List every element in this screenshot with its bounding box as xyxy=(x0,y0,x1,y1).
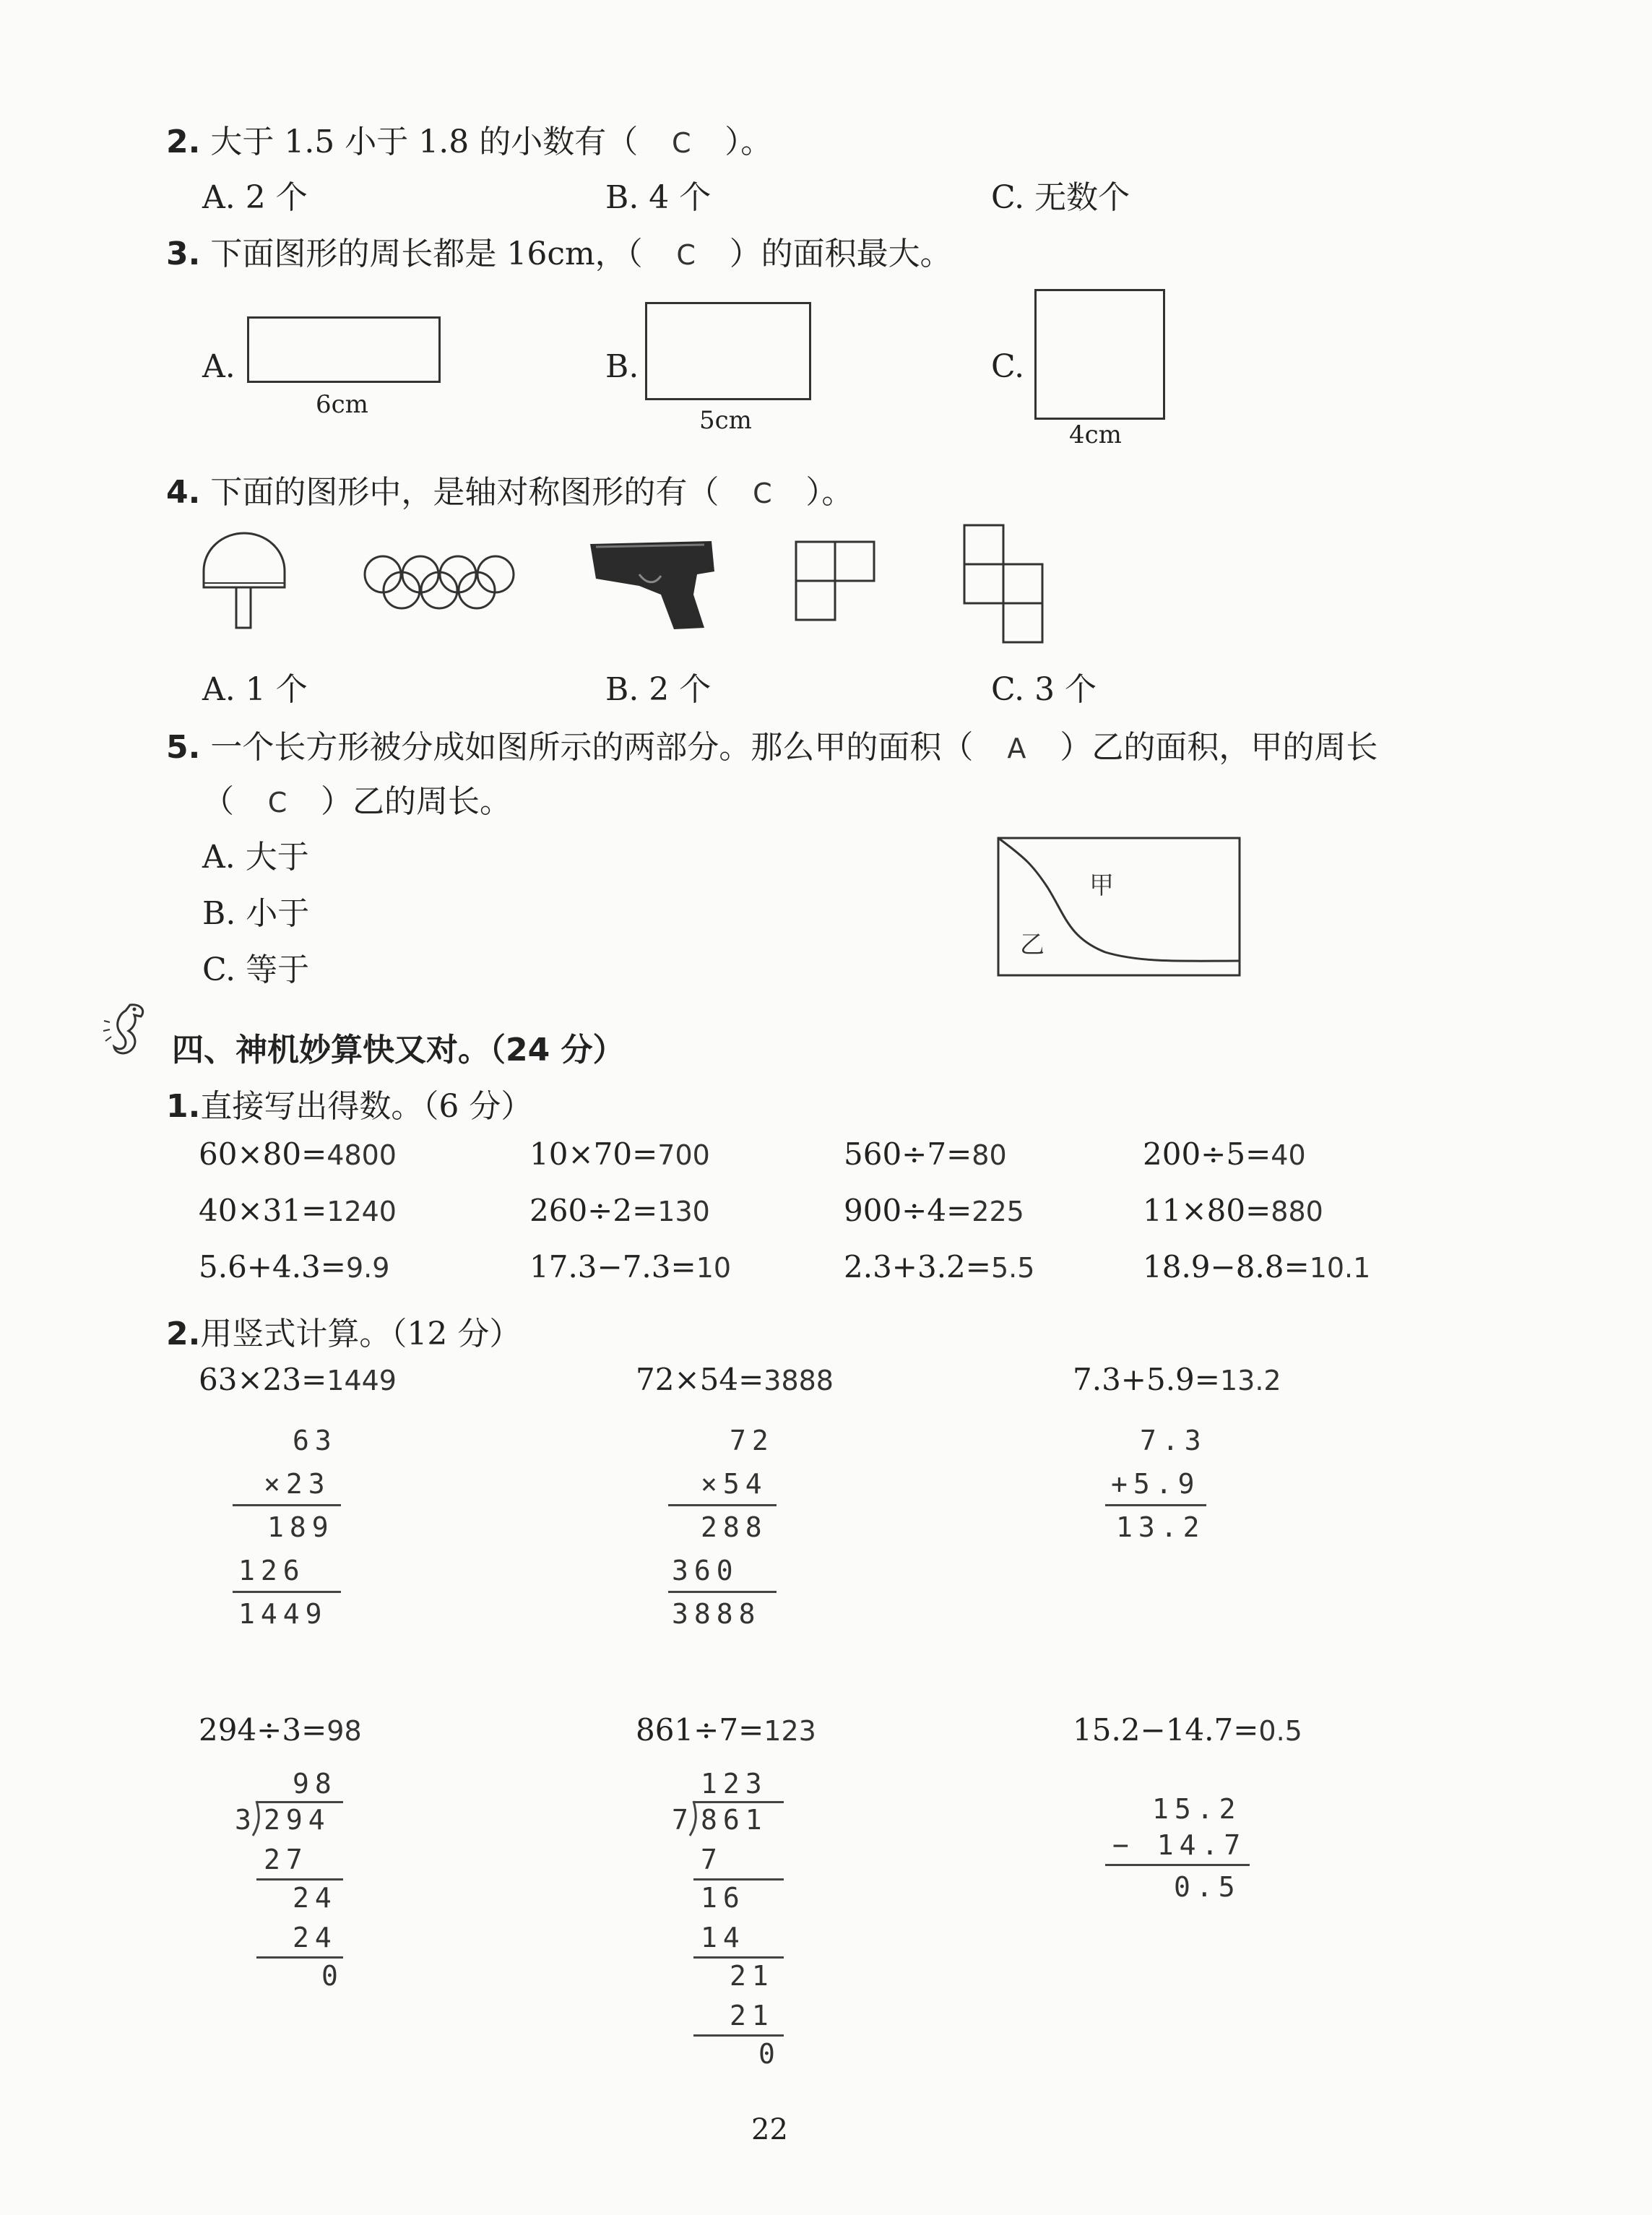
q3-rect-a xyxy=(247,316,441,383)
p5-remainder: 0 xyxy=(758,2038,781,2070)
q4-answer[interactable]: C xyxy=(753,478,772,509)
q2-number: 2. xyxy=(166,124,201,160)
p4-remainder: 0 xyxy=(321,1960,344,1992)
olympic-rings-icon xyxy=(361,553,506,610)
q5-label-yi: 乙 xyxy=(1020,931,1045,959)
part2-title-text: 用竖式计算。（12 分） xyxy=(200,1316,522,1352)
mental-math-answer[interactable]: 10.1 xyxy=(1309,1252,1371,1284)
q3-text: 下面图形的周长都是 16cm，（ xyxy=(210,236,643,272)
mental-math-expr: 17.3−7.3= xyxy=(529,1249,696,1284)
p2-line: 360 xyxy=(672,1555,739,1586)
p4-line: 24 xyxy=(293,1922,337,1953)
q5-option-b[interactable]: B. 小于 xyxy=(202,895,310,932)
mental-math-expr: 2.3+3.2= xyxy=(844,1249,991,1284)
p6-line: 0.5 xyxy=(1174,1871,1241,1903)
paddle-icon xyxy=(201,531,287,632)
q4-text: 下面的图形中，是轴对称图形的有（ xyxy=(210,474,719,511)
q2-text: 大于 1.5 小于 1.8 的小数有（ xyxy=(210,124,639,160)
part2-title xyxy=(166,1308,521,1354)
q4-option-b[interactable]: B. 2 个 xyxy=(605,671,712,708)
q3-dim-b: 5cm xyxy=(699,406,752,435)
problem-4-answer[interactable]: 98 xyxy=(326,1715,362,1747)
part1-title xyxy=(166,1080,532,1126)
q3-number: 3. xyxy=(166,236,201,272)
problem-5-expr: 861÷7= xyxy=(636,1712,764,1748)
section-4-title: 四、神机妙算快又对。（24 分） xyxy=(172,1032,625,1068)
mental-math-item xyxy=(1143,1193,1323,1228)
p1-line: ×23 xyxy=(264,1468,331,1500)
q4-text-end: ）。 xyxy=(805,474,854,511)
part1-number: 1. xyxy=(166,1088,201,1125)
mental-math-item xyxy=(844,1136,1007,1172)
p5-line: 16 xyxy=(701,1882,745,1914)
problem-6-expr: 15.2−14.7= xyxy=(1073,1712,1259,1748)
p3-line: +5.9 xyxy=(1111,1468,1201,1500)
part1-title-text: 直接写出得数。（6 分） xyxy=(200,1088,533,1125)
p4-division-bracket xyxy=(251,1801,261,1837)
q5-answer-area[interactable]: A xyxy=(1007,733,1026,764)
mental-math-item xyxy=(844,1249,1034,1284)
q2-option-b[interactable]: B. 4 个 xyxy=(605,179,712,216)
p2-line: 288 xyxy=(701,1511,768,1543)
mental-math-item xyxy=(529,1193,710,1228)
q5-text-paren: （ xyxy=(202,783,234,820)
q5-option-c[interactable]: C. 等于 xyxy=(202,951,310,988)
p6-line: − 14.7 xyxy=(1112,1829,1247,1861)
vertical-problem-5 xyxy=(636,1712,816,1748)
mental-math-answer[interactable]: 130 xyxy=(657,1196,710,1227)
q3-dim-a: 6cm xyxy=(316,390,368,419)
mental-math-expr: 60×80= xyxy=(199,1136,327,1172)
vertical-problem-2 xyxy=(636,1362,834,1397)
p4-dividend: 294 xyxy=(264,1804,331,1836)
mental-math-expr: 40×31= xyxy=(199,1193,327,1228)
mental-math-answer[interactable]: 4800 xyxy=(326,1139,397,1171)
mental-math-expr: 200÷5= xyxy=(1143,1136,1271,1172)
p1-line: 126 xyxy=(238,1555,306,1586)
q4-number: 4. xyxy=(166,474,201,511)
problem-2-expr: 72×54= xyxy=(636,1362,764,1397)
problem-3-expr: 7.3+5.9= xyxy=(1073,1362,1220,1397)
p4-divisor: 3 xyxy=(235,1804,257,1836)
vertical-problem-1 xyxy=(199,1362,397,1397)
problem-3-answer[interactable]: 13.2 xyxy=(1219,1365,1281,1396)
p1-line: 63 xyxy=(293,1425,337,1456)
p2-line: ×54 xyxy=(701,1468,768,1500)
mental-math-answer[interactable]: 40 xyxy=(1271,1139,1306,1171)
q4-stem xyxy=(166,466,853,512)
mental-math-answer[interactable]: 880 xyxy=(1271,1196,1323,1227)
vertical-problem-4 xyxy=(199,1712,362,1748)
part2-number: 2. xyxy=(166,1316,201,1352)
mental-math-expr: 900÷4= xyxy=(844,1193,972,1228)
seahorse-icon xyxy=(101,1001,152,1062)
q5-number: 5. xyxy=(166,729,201,766)
q5-stem-line2 xyxy=(202,775,511,821)
q3-text-end: ）的面积最大。 xyxy=(729,236,952,272)
q5-text-end: ）乙的周长。 xyxy=(321,783,511,820)
p1-line: 1449 xyxy=(238,1598,328,1630)
mental-math-item xyxy=(1143,1249,1370,1284)
q2-option-a[interactable]: A. 2 个 xyxy=(202,179,308,216)
problem-2-answer[interactable]: 3888 xyxy=(764,1365,834,1396)
pistol-icon xyxy=(589,538,719,632)
q3-stem xyxy=(166,228,952,274)
mental-math-answer[interactable]: 1240 xyxy=(326,1196,397,1227)
mental-math-answer[interactable]: 700 xyxy=(657,1139,710,1171)
p5-divisor: 7 xyxy=(672,1804,694,1836)
q4-option-a[interactable]: A. 1 个 xyxy=(202,671,308,708)
q2-stem xyxy=(166,116,772,162)
q5-text: 一个长方形被分成如图所示的两部分。那么甲的面积（ xyxy=(210,729,974,766)
mental-math-answer[interactable]: 80 xyxy=(972,1139,1007,1171)
mental-math-item xyxy=(199,1193,397,1228)
q5-answer-perimeter[interactable]: C xyxy=(267,787,287,819)
p3-line: 7.3 xyxy=(1140,1425,1207,1456)
p5-line: 21 xyxy=(730,2000,774,2032)
mental-math-expr: 11×80= xyxy=(1143,1193,1271,1228)
q3-dim-c: 4cm xyxy=(1069,420,1122,449)
q5-text-mid: ）乙的面积，甲的周长 xyxy=(1060,729,1378,766)
mental-math-answer[interactable]: 9.9 xyxy=(345,1252,390,1284)
problem-1-answer[interactable]: 1449 xyxy=(326,1365,397,1396)
mental-math-item xyxy=(844,1193,1024,1228)
q4-option-c[interactable]: C. 3 个 xyxy=(991,671,1097,708)
mental-math-item xyxy=(199,1136,397,1172)
mental-math-expr: 560÷7= xyxy=(844,1136,972,1172)
mental-math-expr: 260÷2= xyxy=(529,1193,658,1228)
mental-math-answer[interactable]: 225 xyxy=(972,1196,1024,1227)
p5-line: 7 xyxy=(701,1844,723,1875)
p4-line: 27 xyxy=(264,1844,308,1875)
staggered-squares-icon xyxy=(963,524,1046,643)
q2-option-c[interactable]: C. 无数个 xyxy=(991,179,1130,216)
mental-math-item xyxy=(529,1249,731,1284)
mental-math-answer[interactable]: 10 xyxy=(696,1252,732,1284)
vertical-problem-6 xyxy=(1073,1712,1302,1748)
page-number: 22 xyxy=(751,2113,788,2146)
p5-line: 21 xyxy=(730,1960,774,1992)
p5-division-bracket xyxy=(688,1801,699,1837)
q2-answer[interactable]: C xyxy=(671,127,691,159)
q5-label-jia: 甲 xyxy=(1089,871,1114,900)
problem-4-expr: 294÷3= xyxy=(199,1712,327,1748)
mental-math-expr: 18.9−8.8= xyxy=(1143,1249,1310,1284)
mental-math-expr: 5.6+4.3= xyxy=(199,1249,346,1284)
q2-text-end: ）。 xyxy=(725,124,773,160)
problem-6-answer[interactable]: 0.5 xyxy=(1258,1715,1302,1747)
p5-quotient: 123 xyxy=(701,1768,768,1800)
q3-answer[interactable]: C xyxy=(676,239,696,271)
p1-line: 189 xyxy=(267,1511,334,1543)
q3-option-c-label[interactable]: C. xyxy=(991,348,1025,385)
mental-math-item xyxy=(199,1249,389,1284)
p4-line: 24 xyxy=(293,1882,337,1914)
p5-dividend: 861 xyxy=(701,1804,768,1836)
problem-1-expr: 63×23= xyxy=(199,1362,327,1397)
q3-option-a-label[interactable]: A. xyxy=(202,348,235,385)
mental-math-expr: 10×70= xyxy=(529,1136,658,1172)
q5-stem-line1 xyxy=(166,721,1378,767)
q3-rect-b xyxy=(645,302,811,400)
p2-line: 72 xyxy=(730,1425,774,1456)
mental-math-answer[interactable]: 5.5 xyxy=(990,1252,1035,1284)
q5-option-a[interactable]: A. 大于 xyxy=(202,839,309,876)
mental-math-item xyxy=(1143,1136,1306,1172)
p2-line: 3888 xyxy=(672,1598,761,1630)
p6-line: 15.2 xyxy=(1152,1793,1242,1825)
l-shape-squares-icon xyxy=(795,540,878,623)
q3-square-c xyxy=(1034,289,1165,420)
mental-math-item xyxy=(529,1136,710,1172)
p3-line: 13.2 xyxy=(1116,1511,1206,1543)
vertical-problem-3 xyxy=(1073,1362,1281,1397)
p4-quotient: 98 xyxy=(293,1768,337,1800)
p5-line: 14 xyxy=(701,1922,745,1953)
q3-option-b-label[interactable]: B. xyxy=(605,348,639,385)
problem-5-answer[interactable]: 123 xyxy=(764,1715,816,1747)
